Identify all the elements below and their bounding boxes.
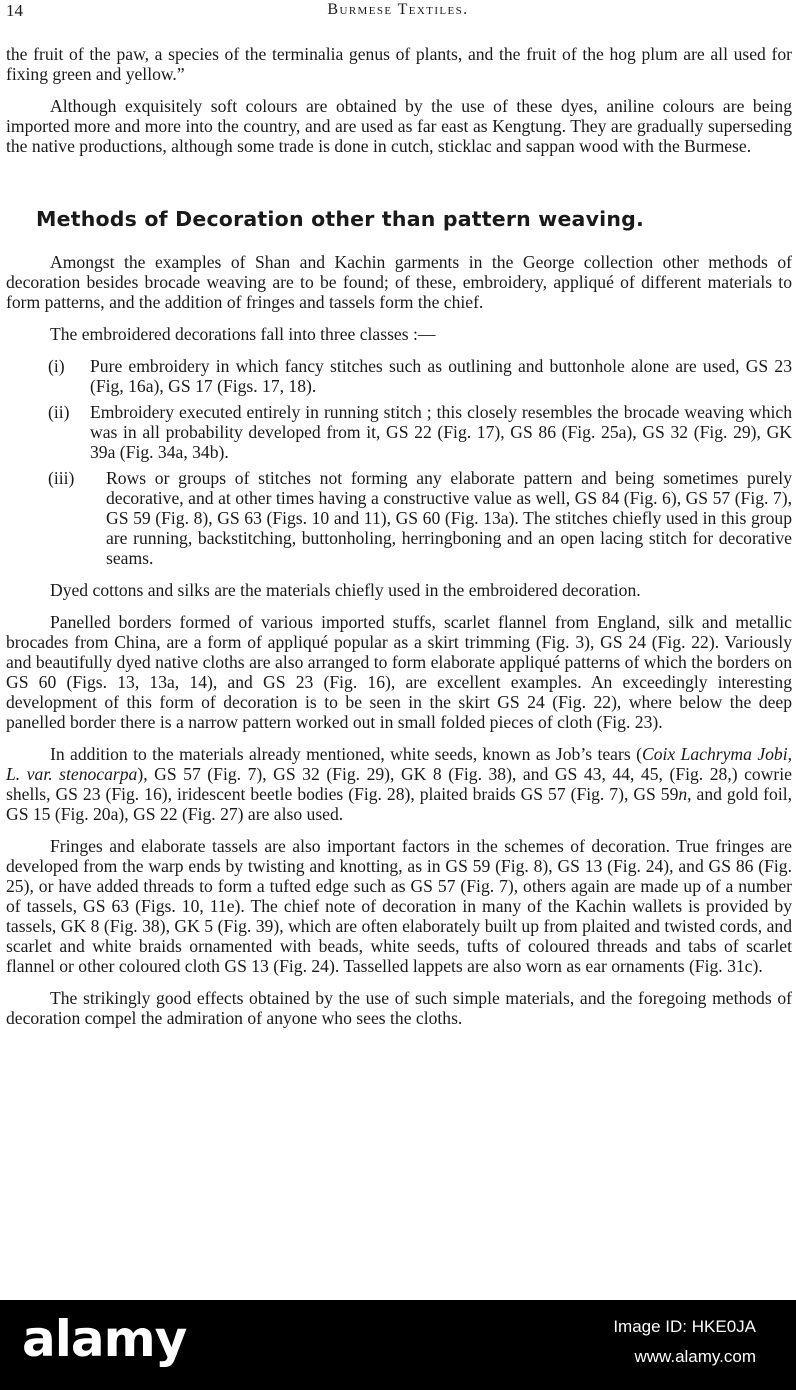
image-id: Image ID: HKE0JA <box>613 1317 756 1336</box>
watermark-url: www.alamy.com <box>634 1347 756 1366</box>
paragraph-aniline: Although exquisitely soft colours are obtained by the use of these dyes, aniline colours are being imported more and more into the country, and are used as far east as Kengtung. They are gradually superseding the native productions, although some trade is done in cutch, sticklac and sappan wood with the Burmese. <box>6 96 792 156</box>
paragraph-fringes: Fringes and elaborate tassels are also important factors in the schemes of decoration. True fringes are developed from the warp ends by twisting and knotting, as in GS 59 (Fig. 8), GS 13 (Fig. 24), and GS 86 (Fig. 25), or have added threads to form a tufted edge such as GS 57 (Fig. 7), others again are made up of a number of tassels, GS 63 (Figs. 10, 11e). The chief note of decoration in many of the Kachin wallets is provided by tassels, GK 8 (Fig. 38), GK 5 (Fig. 39), which are often elaborately built up from plaited and twisted cords, and scarlet and white braids ornamented with beads, white seeds, tufts of coloured threads and tabs of scarlet flannel or other coloured cloth GS 13 (Fig. 24). Tasselled lappets are also worn as ear ornaments (Fig. 31c). <box>6 836 792 976</box>
section-heading: Methods of Decoration other than pattern weaving. <box>36 207 645 231</box>
text-run: In addition to the materials already mentioned, white seeds, known as Job’s tears ( <box>50 744 642 764</box>
text-run: ), GS 57 (Fig. 7), GS 32 (Fig. 29), GK 8 (Fig. 38), and GS 43, 44, 45, (Fig. 28,) cowrie shells, GS 23 (Fig. 16), iridescent beetle bodies (Fig. 28), plaited braids GS 57 (Fig. 7), GS 59 <box>6 764 792 804</box>
list-item <box>6 402 792 462</box>
alamy-logo: alamy <box>22 1310 187 1368</box>
list-text: Embroidery executed entirely in running stitch ; this closely resembles the brocade weaving which was in all probability developed from it, GS 22 (Fig. 17), GS 86 (Fig. 25a), GS 32 (Fig. 29), GK 39a (Fig. 34a, 34b). <box>90 402 792 462</box>
paragraph-intro: Amongst the examples of Shan and Kachin garments in the George collection other methods of decoration besides brocade weaving are to be found; of these, embroidery, appliqué of different materials to form patterns, and the addition of fringes and tassels form the chief. <box>6 252 792 312</box>
list-number: (iii) <box>48 468 75 488</box>
page-number: 14 <box>6 1 23 20</box>
list-text: Rows or groups of stitches not forming any elaborate pattern and being sometimes purely decorative, and at other times having a constructive value as well, GS 84 (Fig. 6), GS 57 (Fig. 7), GS 59 (Fig. 8), GS 63 (Figs. 10 and 11), GS 60 (Fig. 13a). The stitches chiefly used in this group are running, backstitching, buttonholing, herringboning and an open lacing stitch for decorative seams. <box>106 468 792 568</box>
paragraph-materials <box>6 744 792 824</box>
paragraph-continued: the fruit of the paw, a species of the terminalia genus of plants, and the fruit of the hog plum are all used for fixing green and yellow.” <box>6 44 792 84</box>
scientific-name: Coix Lachryma Jobi, L. var. stenocarpa <box>6 744 793 784</box>
list-item <box>6 356 792 396</box>
paragraph-panelled: Panelled borders formed of various imported stuffs, scarlet flannel from England, silk and metallic brocades from China, are a form of appliqué popular as a skirt trimming (Fig. 3), GS 24 (Fig. 22). Variously and beautifully dyed native cloths are also arranged to form elaborate appliqué patterns of which the borders on GS 60 (Figs. 13, 13a, 14), and GS 23 (Fig. 16), are excellent examples. An exceedingly interesting development of this form of decoration is to be seen in the skirt GS 24 (Fig. 22), where below the deep panelled border there is a narrow pattern worked out in small folded pieces of cloth (Fig. 23). <box>6 612 792 732</box>
paragraph-final: The strikingly good effects obtained by the use of such simple materials, and the foregoing methods of decoration compel the admiration of anyone who sees the cloths. <box>6 988 792 1028</box>
running-title: Burmese Textiles. <box>327 1 469 18</box>
italic-suffix: n <box>678 784 688 804</box>
text-run: , and gold foil, GS 15 (Fig. 20a), GS 22 (Fig. 27) are also used. <box>6 784 792 824</box>
paragraph-dyed: Dyed cottons and silks are the materials chiefly used in the embroidered decoration. <box>50 580 641 600</box>
body-text <box>6 44 792 1028</box>
running-head <box>6 0 790 26</box>
list-number: (i) <box>48 356 65 376</box>
list-text: Pure embroidery in which fancy stitches such as outlining and buttonhole alone are used, GS 23 (Fig, 16a), GS 17 (Figs. 17, 18). <box>90 356 792 396</box>
paragraph-classes: The embroidered decorations fall into three classes :— <box>50 324 436 344</box>
list-item <box>6 468 792 568</box>
list-number: (ii) <box>48 402 70 422</box>
